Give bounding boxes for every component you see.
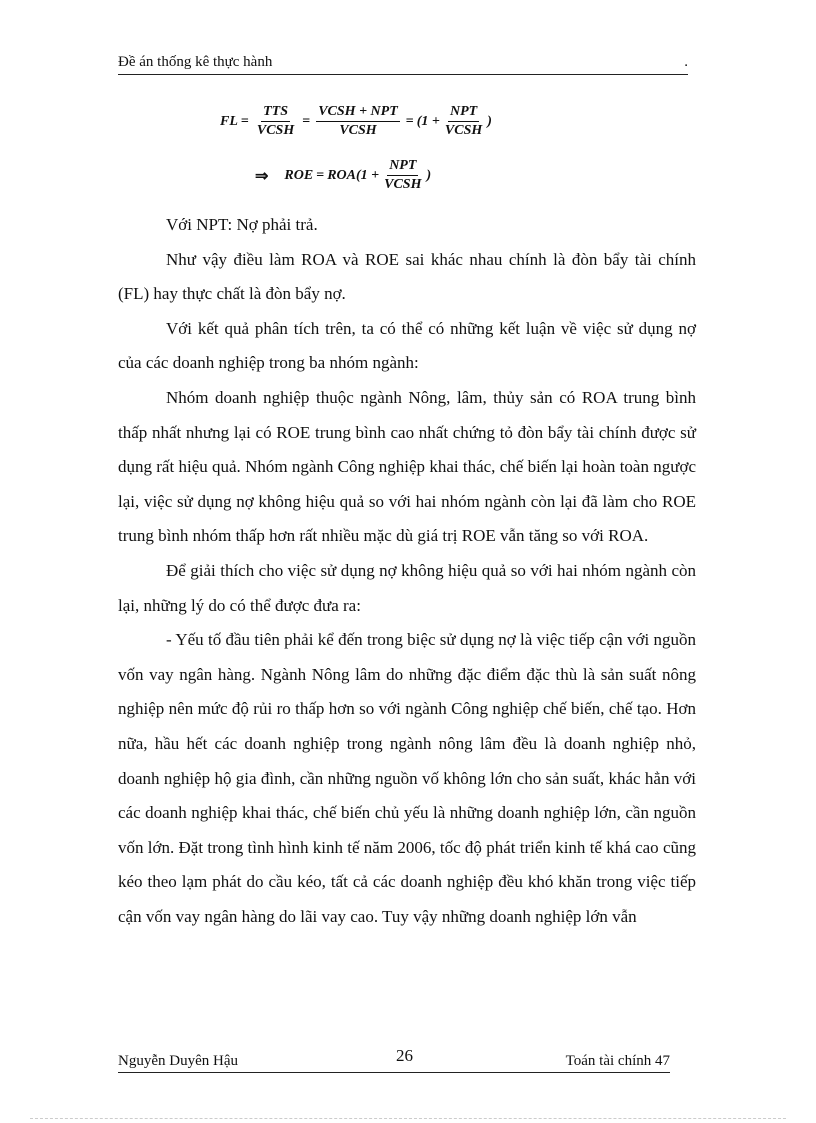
page-bottom-border — [30, 1118, 786, 1119]
paragraph-explanation-intro: Để giải thích cho việc sử dụng nợ không hiệu quả so với hai nhóm ngành còn lại, những lý do có thể được đưa ra: — [118, 560, 696, 615]
frac1-denominator: VCSH — [256, 123, 295, 138]
paragraph-financial-leverage: Như vậy điều làm ROA và ROE sai khác nhau chính là đòn bẩy tài chính (FL) hay thực chất là đòn bẩy nợ. — [118, 249, 696, 304]
page-number: 26 — [396, 1046, 413, 1065]
formula-roe — [252, 158, 431, 193]
page-header — [118, 52, 688, 75]
formula-roe-rhs-prefix: ROA(1 + — [327, 167, 380, 183]
bullet-bank-loan-access: - Yếu tố đầu tiên phải kể đến trong biệc sử dụng nợ là việc tiếp cận với nguồn vốn vay ngân hàng. Ngành Nông lâm do những đặc điểm đặc thù là sản suất nông nghiệp nên mức độ rủi ro thấp hơn so với ngành Công nghiệp chế biến, chế tạo. Hơn nữa, hầu hết các doanh nghiệp trong ngành nông lâm đều là doanh nghiệp nhỏ, doanh nghiệp hộ gia đình, cần những nguồn vố không lớn cho sản suất, khác hẳn với các doanh nghiệp khai thác, chế biến chủ yếu là những doanh nghiệp lớn, cần nguồn vốn lớn. Đặt trong tình hình kinh tế năm 2006, tốc độ phát triển kinh tế khá cao cũng kéo theo lạm phát do cầu kéo, tất cả các doanh nghiệp đều khó khăn trong việc tiếp cận vốn vay ngân hàng do lãi vay cao. Tuy vậy những doanh nghiệp lớn vẫn — [118, 630, 696, 926]
formula-fl-paren-open: (1 + — [416, 113, 440, 129]
frac1-numerator: TTS — [261, 104, 290, 122]
header-dot: . — [684, 54, 688, 70]
formula-fl-frac2 — [316, 104, 400, 139]
frac2-denominator: VCSH — [339, 123, 377, 138]
paragraph-agriculture-group: Nhóm doanh nghiệp thuộc ngành Nông, lâm, thủy sản có ROA trung bình thấp nhất nhưng lại có ROE trung bình cao nhất chứng tỏ đòn bẩy tài chính được sử dụng rất hiệu quả. Nhóm ngành Công nghiệp khai thác, chế biến lại hoàn toàn ngược lại, việc sử dụng nợ không hiệu quả so với hai nhóm ngành còn lại đã làm cho ROE trung bình nhóm thấp hơn rất nhiều mặc dù giá trị ROE vẫn tăng so với ROA. — [118, 387, 696, 546]
body-text — [118, 208, 696, 934]
formula-fl-frac1 — [255, 104, 296, 139]
formula-fl-frac3 — [443, 104, 484, 139]
frac3-denominator: VCSH — [444, 123, 483, 138]
formula-fl-lhs: FL — [220, 113, 238, 129]
footer-course: Toán tài chính 47 — [565, 1053, 670, 1069]
header-title: Đề án thống kê thực hành — [118, 54, 273, 70]
formula-fl-paren-close: ) — [487, 113, 492, 129]
formula-fl-eq3: = — [405, 113, 414, 129]
formula-fl-eq1: = — [240, 113, 249, 129]
footer-author: Nguyễn Duyên Hậu — [118, 1053, 238, 1069]
formula-roe-paren-close: ) — [426, 167, 432, 183]
paragraph-conclusion-intro: Với kết quả phân tích trên, ta có thể có những kết luận về việc sử dụng nợ của các doanh nghiệp trong ba nhóm ngành: — [118, 318, 696, 373]
formula-roe-lhs: ROE — [284, 167, 314, 183]
formula-roe-frac — [382, 158, 423, 193]
formula-fl — [220, 104, 492, 139]
roe-frac-denominator: VCSH — [384, 177, 422, 192]
frac2-numerator: VCSH + NPT — [316, 104, 400, 122]
page-footer — [118, 1046, 670, 1073]
implies-symbol: ⇒ — [255, 167, 269, 185]
formula-roe-eq: = — [316, 167, 325, 183]
frac3-numerator: NPT — [448, 104, 479, 122]
formula-fl-eq2: = — [302, 113, 311, 129]
roe-frac-numerator: NPT — [387, 158, 418, 176]
paragraph-npt-definition: Với NPT: Nợ phải trả. — [166, 215, 318, 234]
